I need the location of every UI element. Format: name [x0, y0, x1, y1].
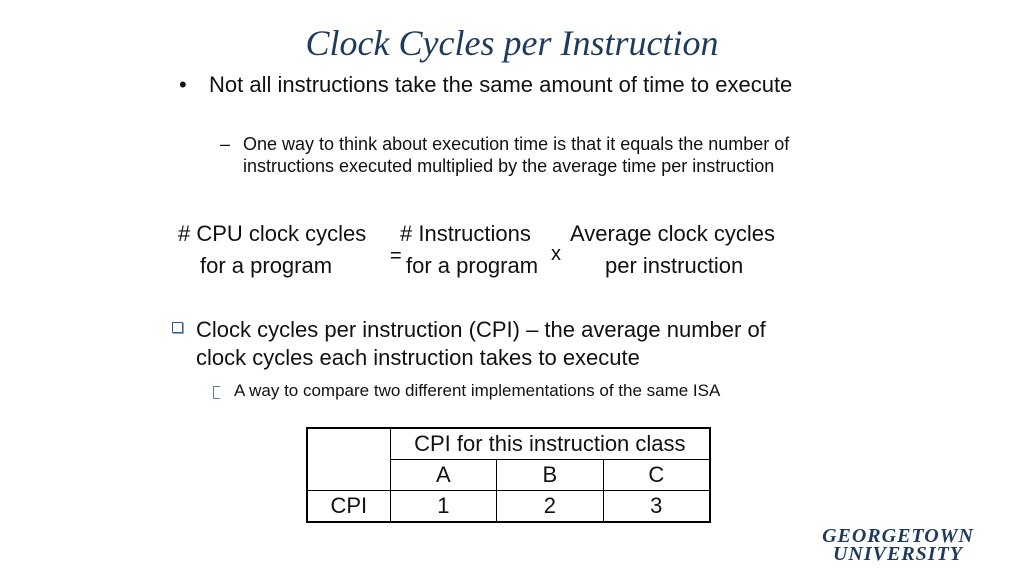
cpi-b-cell: 2: [497, 491, 603, 523]
equation-lhs-line1: # CPU clock cycles: [178, 221, 367, 246]
equation-lhs-line2: for a program: [200, 253, 333, 278]
cpi-c-cell: 3: [603, 491, 710, 523]
table-empty-cell: [307, 428, 390, 491]
class-c-cell: C: [603, 460, 710, 491]
class-b-cell: B: [497, 460, 603, 491]
slide-title: Clock Cycles per Instruction: [305, 23, 719, 63]
row-label-cell: CPI: [307, 491, 390, 523]
bracket-bullet-icon: [213, 386, 220, 399]
logo-line2: UNIVERSITY: [832, 543, 964, 565]
table-row: [307, 428, 710, 460]
class-a-cell: A: [390, 460, 496, 491]
logo-line1: GEORGETOWN: [822, 525, 974, 547]
sub-bullet-text: One way to think about execution time is that it equals the number of instructions executed multiplied by the average time per instruction: [243, 134, 790, 176]
equals-sign: =: [390, 245, 402, 267]
times-sign: x: [551, 243, 561, 265]
sub-bullet-text: A way to compare two different implementations of the same ISA: [234, 381, 721, 400]
equation-rhs-line1: Average clock cycles: [570, 221, 776, 246]
equation-rhs-line2: per instruction: [605, 253, 744, 278]
equation-mid-line1: # Instructions: [400, 221, 531, 246]
cpi-table: [306, 427, 711, 523]
bullet-dot-icon: •: [179, 72, 187, 97]
georgetown-logo: [800, 527, 996, 563]
bullet-text: Clock cycles per instruction (CPI) – the average number of clock cycles each instruction takes to execute: [196, 317, 766, 370]
table-header-cell: CPI for this instruction class: [390, 428, 710, 460]
square-bullet-icon: [172, 322, 183, 333]
cpi-a-cell: 1: [390, 491, 496, 523]
dash-icon: –: [220, 134, 231, 154]
table-row: [307, 491, 710, 523]
bullet-text: Not all instructions take the same amount of time to execute: [209, 72, 793, 97]
equation-mid-line2: for a program: [406, 253, 539, 278]
